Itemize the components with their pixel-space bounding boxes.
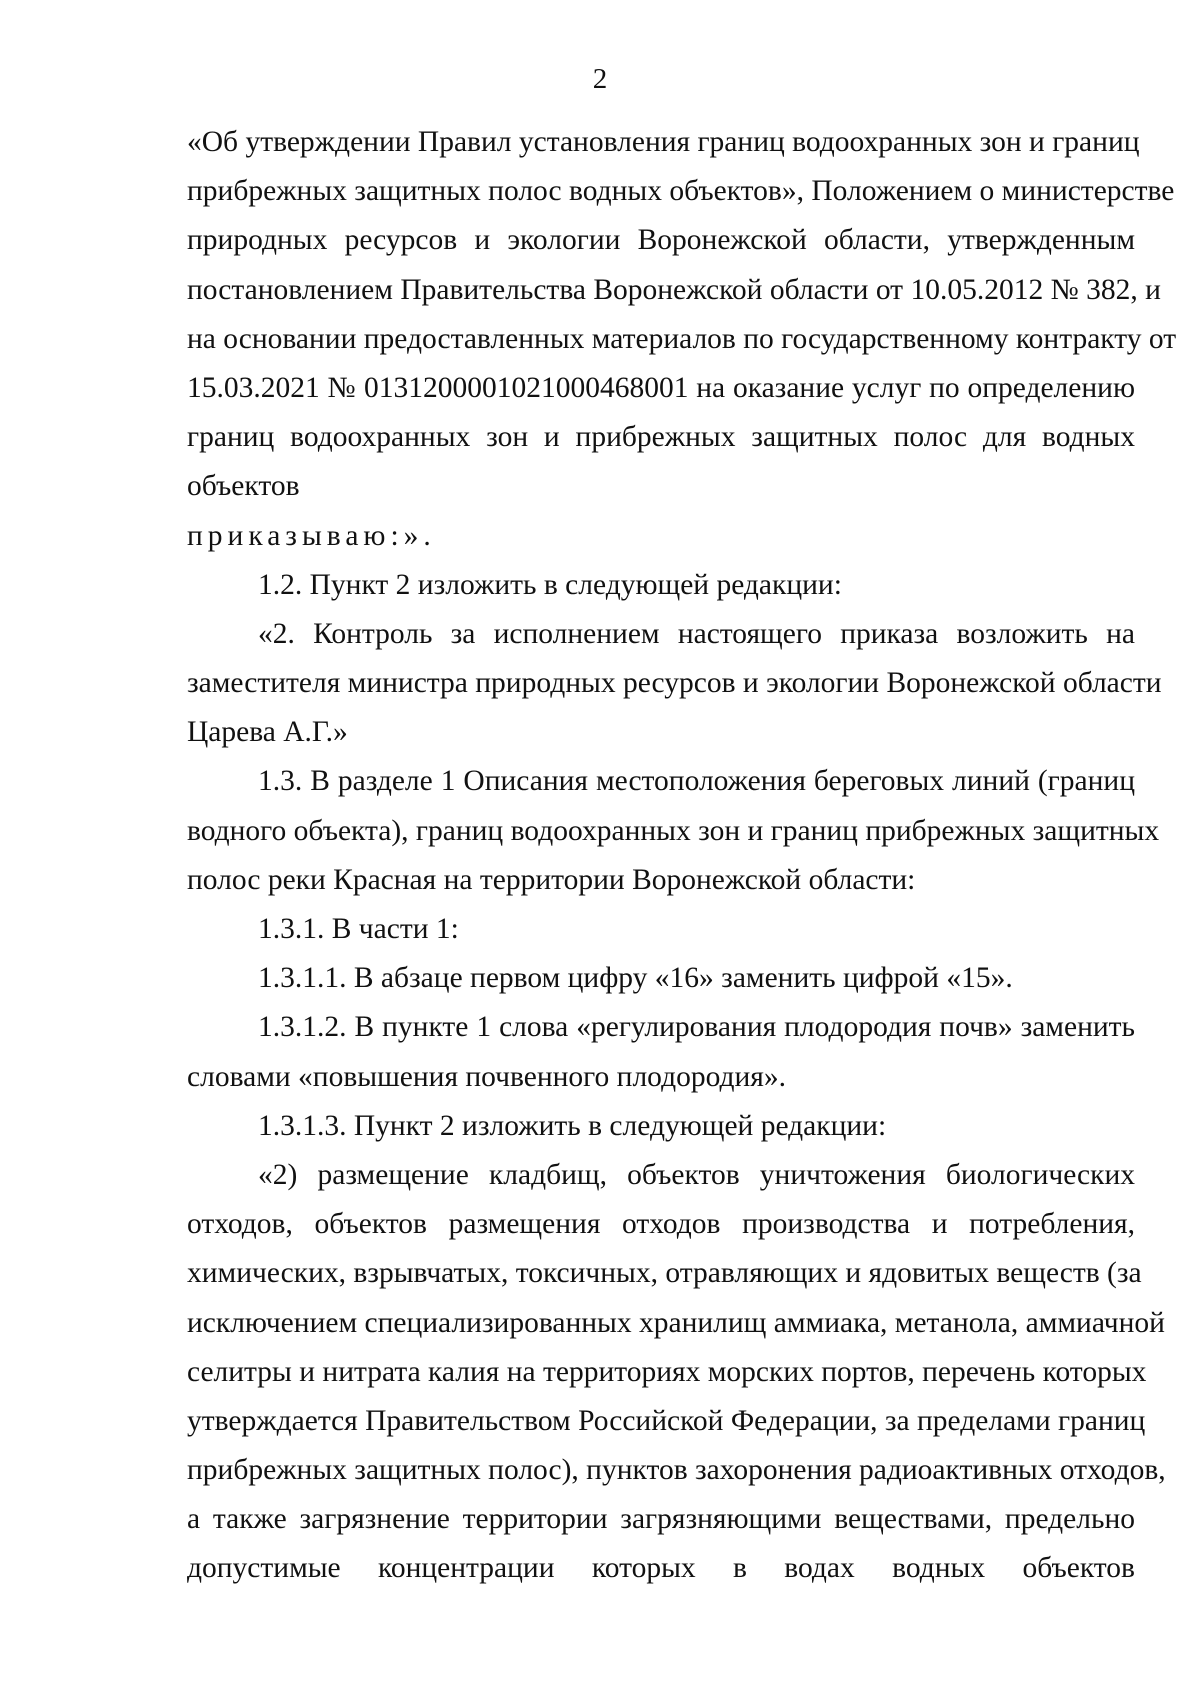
text-line: 1.3.1.1. В абзаце первом цифру «16» заменить цифрой «15». (258, 962, 1013, 995)
text-line: Царева А.Г.» (187, 716, 348, 749)
text-line: 1.2. Пункт 2 изложить в следующей редакции: (258, 568, 842, 601)
text-line: словами «повышения почвенного плодородия». (187, 1060, 786, 1093)
text-line: заместителя министра природных ресурсов и экологии Воронежской области (187, 667, 1162, 700)
text-line: утверждается Правительством Российской Федерации, за пределами границ (187, 1404, 1146, 1437)
document-body (187, 118, 1177, 1594)
text-line: 1.3. В разделе 1 Описания местоположения береговых линий (границ (258, 765, 1135, 798)
text-line: полос реки Красная на территории Воронежской области: (187, 863, 916, 896)
text-line: прибрежных защитных полос водных объектов», Положением о министерстве (187, 175, 1175, 208)
text-line: «Об утверждении Правил установления границ водоохранных зон и границ (187, 126, 1140, 158)
text-line: постановлением Правительства Воронежской области от 10.05.2012 № 382, и (187, 273, 1161, 306)
text-line: 1.3.1.2. В пункте 1 слова «регулирования плодородия почв» заменить (258, 1011, 1135, 1044)
text-line: исключением специализированных хранилищ аммиака, метанола, аммиачной (187, 1306, 1165, 1339)
text-line: 15.03.2021 № 0131200001021000468001 на оказание услуг по определению (187, 371, 1135, 404)
text-line: объектов (187, 470, 300, 503)
text-line: отходов, объектов размещения отходов производства и потребления, (187, 1208, 1135, 1241)
text-line: границ водоохранных зон и прибрежных защитных полос для водных (187, 421, 1135, 454)
text-line: на основании предоставленных материалов по государственному контракту от (187, 322, 1177, 355)
text-line: допустимые концентрации которых в водах водных объектов (187, 1552, 1135, 1585)
text-line: а также загрязнение территории загрязняющими веществами, предельно (187, 1503, 1135, 1536)
text-line: приказываю:». (187, 519, 436, 552)
text-line: природных ресурсов и экологии Воронежской области, утвержденным (187, 224, 1135, 257)
text-line: «2) размещение кладбищ, объектов уничтожения биологических (258, 1158, 1135, 1191)
text-line: 1.3.1.3. Пункт 2 изложить в следующей редакции: (258, 1109, 887, 1142)
page-number: 2 (592, 63, 608, 95)
text-line: 1.3.1. В части 1: (258, 913, 459, 945)
text-line: прибрежных защитных полос), пунктов захоронения радиоактивных отходов, (187, 1454, 1166, 1487)
text-line: химических, взрывчатых, токсичных, отравляющих и ядовитых веществ (за (187, 1257, 1142, 1290)
text-line: «2. Контроль за исполнением настоящего приказа возложить на (258, 617, 1135, 650)
text-line: селитры и нитрата калия на территориях морских портов, перечень которых (187, 1355, 1147, 1388)
text-line: водного объекта), границ водоохранных зон и границ прибрежных защитных (187, 814, 1160, 847)
